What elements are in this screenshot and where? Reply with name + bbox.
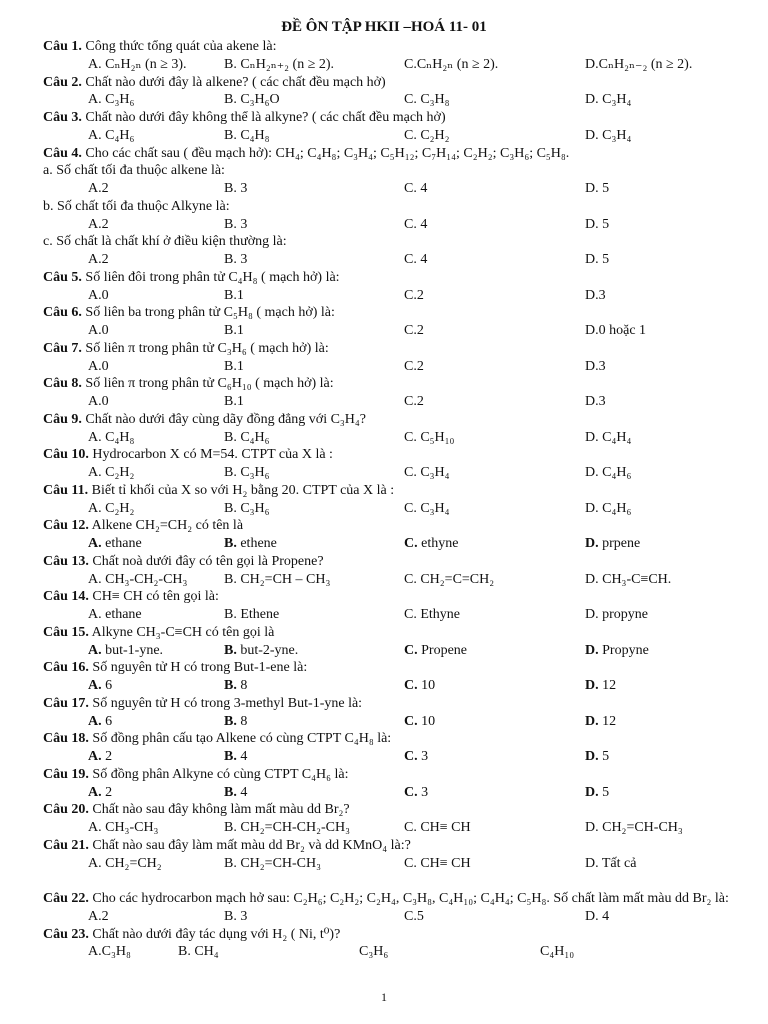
- question-text: Số đồng phân cấu tạo Alkene có cùng CTPT C₄H₈ là:: [88, 731, 392, 746]
- answer-option-d: D. Tất cả: [585, 856, 637, 871]
- question-text: Chất noà dưới đây có tên gọi là Propene?: [88, 554, 324, 569]
- answer-option-d: D. 5: [585, 217, 610, 232]
- question-text: Chất nào sau đây làm mất màu dd Br₂ và dd KMnO₄ là:?: [88, 838, 411, 853]
- question: [43, 926, 738, 943]
- answer-option-a: A. CH₃-CH₂-CH₃: [88, 572, 188, 587]
- question: [43, 38, 738, 55]
- question-number: Câu 23.: [43, 927, 89, 942]
- answer-option-a: A.2: [88, 252, 109, 267]
- answer-option-a: A.0: [88, 288, 109, 303]
- answer-option-a: A. 2: [88, 749, 113, 764]
- answer-option-d: D. C₄H₄: [585, 430, 632, 445]
- question: [43, 304, 738, 321]
- question: [43, 74, 738, 91]
- question-number: Câu 19.: [43, 767, 89, 782]
- question-number: Câu 2.: [43, 75, 82, 90]
- answer-option-b: B. 4: [224, 785, 248, 800]
- question: [43, 411, 738, 428]
- question-text: Chất nào sau đây không làm mất màu dd Br₂?: [88, 802, 350, 817]
- question-number: Câu 3.: [43, 110, 82, 125]
- answer-option-d: D. C₃H₄: [585, 92, 632, 107]
- question-number: Câu 17.: [43, 696, 89, 711]
- question-text: Số liên π trong phân tử C₃H₆ ( mạch hở) là:: [81, 341, 329, 356]
- answer-option-b: B. CH₂=CH-CH₃: [224, 856, 322, 871]
- question: [43, 695, 738, 712]
- answer-option-a: A.0: [88, 394, 109, 409]
- question-number: Câu 1.: [43, 39, 82, 54]
- question-number: Câu 6.: [43, 305, 82, 320]
- answer-option-d: D. C₄H₆: [585, 501, 632, 516]
- answer-option-b: B. 8: [224, 678, 248, 693]
- question-text: Cho các chất sau ( đều mạch hở): CH₄; C₄H₈; C₃H₄; C₅H₁₂; C₇H₁₄; C₂H₂; C₃H₆; C₅H₈.: [81, 146, 570, 161]
- question-text: Chất nào dưới đây là alkene? ( các chất đều mạch hở): [81, 75, 386, 90]
- question: [43, 659, 738, 676]
- answer-option-c: C. 4: [404, 252, 428, 267]
- answer-option-a: A.0: [88, 323, 109, 338]
- sub-question: [43, 162, 738, 179]
- answer-option-c: C. C₂H₂: [404, 128, 450, 143]
- answer-option-c: C. C₃H₈: [404, 92, 450, 107]
- answer-option-b: B. 3: [224, 217, 248, 232]
- answer-option-b: B. ethene: [224, 536, 277, 551]
- answer-option-c: C. 10: [404, 714, 436, 729]
- answer-option-c: C. ethyne: [404, 536, 459, 551]
- answer-option-b: B.1: [224, 359, 244, 374]
- answer-option-c: C₃H₆: [359, 944, 389, 959]
- question-text: Alkene CH₂=CH₂ có tên là: [88, 518, 244, 533]
- question: [43, 766, 738, 783]
- page-number: 1: [381, 990, 387, 1004]
- question-text: CH≡ CH có tên gọi là:: [88, 589, 219, 604]
- answer-option-b: B. CₙH₂ₙ₊₂ (n ≥ 2).: [224, 57, 335, 72]
- answer-option-d: D.CₙH₂ₙ₋₂ (n ≥ 2).: [585, 57, 693, 72]
- answer-option-d: D. 5: [585, 252, 610, 267]
- question: [43, 517, 738, 534]
- question: [43, 340, 738, 357]
- answer-option-d: D.3: [585, 359, 606, 374]
- answer-option-b: B.1: [224, 394, 244, 409]
- question-number: Câu 22.: [43, 891, 89, 906]
- question-text: Số liên ba trong phân tử C₅H₈ ( mạch hở) là:: [81, 305, 335, 320]
- question-text: Chất nào dưới đây không thể là alkyne? ( các chất đều mạch hở): [81, 110, 446, 125]
- question-number: Câu 15.: [43, 625, 89, 640]
- question-number: Câu 12.: [43, 518, 89, 533]
- question-number: Câu 9.: [43, 412, 82, 427]
- answer-option-b: B. C₃H₆: [224, 501, 270, 516]
- question-text: b. Số chất tối đa thuộc Alkyne là:: [43, 199, 230, 214]
- question-number: Câu 11.: [43, 483, 89, 498]
- question-text: Hydrocarbon X có M=54. CTPT của X là :: [88, 447, 333, 462]
- question: [43, 109, 738, 126]
- answer-option-a: A. 6: [88, 714, 113, 729]
- answer-option-a: A. CₙH₂ₙ (n ≥ 3).: [88, 57, 187, 72]
- question-number: Câu 8.: [43, 376, 82, 391]
- answer-option-c: C. C₅H₁₀: [404, 430, 455, 445]
- answer-option-b: B. C₃H₆: [224, 465, 270, 480]
- answer-option-b: B. Ethene: [224, 607, 280, 622]
- answer-option-b: B. C₄H₈: [224, 128, 270, 143]
- question-text: Số liên đôi trong phân tử C₄H₈ ( mạch hở) là:: [81, 270, 340, 285]
- answer-option-c: C. CH≡ CH: [404, 856, 471, 871]
- answer-option-d: D. prpene: [585, 536, 641, 551]
- question-text: Cho các hydrocarbon mạch hở sau: C₂H₆; C₂H₂; C₂H₄, C₃H₈, C₄H₁₀; C₄H₄; C₅H₈. Số chất làm mất màu dd Br₂ là:: [88, 891, 729, 906]
- sub-question: [43, 198, 738, 215]
- question: [43, 482, 738, 499]
- answer-option-c: C.2: [404, 323, 424, 338]
- question-number: Câu 14.: [43, 589, 89, 604]
- answer-option-a: A. C₂H₂: [88, 501, 135, 516]
- answer-option-d: D. Propyne: [585, 643, 649, 658]
- question: [43, 730, 738, 747]
- question-text: c. Số chất là chất khí ở điều kiện thường là:: [43, 234, 287, 249]
- question: [43, 375, 738, 392]
- question-number: Câu 13.: [43, 554, 89, 569]
- answer-option-d: D. 5: [585, 785, 610, 800]
- answer-option-c: C. 10: [404, 678, 436, 693]
- answer-option-b: B. but-2-yne.: [224, 643, 299, 658]
- question: [43, 145, 738, 162]
- answer-option-d: D. 12: [585, 714, 617, 729]
- answer-option-a: A. 6: [88, 678, 113, 693]
- answer-option-b: B. C₄H₆: [224, 430, 270, 445]
- answer-option-c: C. Ethyne: [404, 607, 460, 622]
- answer-option-d: D. C₃H₄: [585, 128, 632, 143]
- answer-option-b: B. CH₂=CH-CH₂-CH₃: [224, 820, 350, 835]
- question-text: Số đồng phân Alkyne có cùng CTPT C₄H₆ là:: [88, 767, 349, 782]
- question-text: Số liên π trong phân tử C₆H₁₀ ( mạch hở) là:: [81, 376, 334, 391]
- answer-option-b: B. 3: [224, 181, 248, 196]
- question-number: Câu 10.: [43, 447, 89, 462]
- question-number: Câu 20.: [43, 802, 89, 817]
- answer-option-c: C.2: [404, 394, 424, 409]
- answer-option-a: A. C₂H₂: [88, 465, 135, 480]
- question-text: a. Số chất tối đa thuộc alkene là:: [43, 163, 225, 178]
- question: [43, 837, 738, 854]
- answer-option-a: A. C₄H₆: [88, 128, 135, 143]
- answer-option-d: D. propyne: [585, 607, 648, 622]
- answer-option-d: D.3: [585, 394, 606, 409]
- question: [43, 553, 738, 570]
- question-text: Chất nào dưới đây cùng dãy đồng đẳng với C₃H₄?: [81, 412, 367, 427]
- answer-option-d: D. 5: [585, 181, 610, 196]
- question-number: Câu 5.: [43, 270, 82, 285]
- answer-option-a: A. CH₃-CH₃: [88, 820, 159, 835]
- answer-option-c: C.2: [404, 359, 424, 374]
- answer-option-b: B. 8: [224, 714, 248, 729]
- answer-option-a: A. ethane: [88, 607, 142, 622]
- answer-option-c: C. C₃H₄: [404, 501, 450, 516]
- sub-question: [43, 233, 738, 250]
- answer-option-a: A. but-1-yne.: [88, 643, 164, 658]
- answer-option-c: C. 3: [404, 785, 429, 800]
- answer-option-c: C. Propene: [404, 643, 468, 658]
- answer-option-a: A.2: [88, 217, 109, 232]
- answer-option-b: B.1: [224, 323, 244, 338]
- answer-option-d: D. CH₃-C≡CH.: [585, 572, 672, 587]
- answer-option-b: B. 3: [224, 909, 248, 924]
- answer-option-c: C. CH₂=C=CH₂: [404, 572, 495, 587]
- answer-option-d: D. 5: [585, 749, 610, 764]
- answer-option-a: A. CH₂=CH₂: [88, 856, 162, 871]
- question-text: Chất nào dưới đây tác dụng với H₂ ( Ni, t⁰)?: [88, 927, 341, 942]
- answer-option-c: C. 4: [404, 181, 428, 196]
- answer-option-c: C.2: [404, 288, 424, 303]
- question: [43, 624, 738, 641]
- answer-option-a: A.0: [88, 359, 109, 374]
- question-number: Câu 18.: [43, 731, 89, 746]
- answer-option-a: A. ethane: [88, 536, 142, 551]
- answer-option-c: C. 4: [404, 217, 428, 232]
- question-number: Câu 21.: [43, 838, 89, 853]
- page-title: ĐỀ ÔN TẬP HKII –HOÁ 11- 01: [281, 19, 487, 35]
- answer-option-c: C.CₙH₂ₙ (n ≥ 2).: [404, 57, 499, 72]
- question-text: Biết tỉ khối của X so với H₂ bằng 20. CTPT của X là :: [88, 483, 395, 498]
- answer-option-c: C.5: [404, 909, 424, 924]
- question-number: Câu 16.: [43, 660, 89, 675]
- answer-option-d: D. C₄H₆: [585, 465, 632, 480]
- answer-option-b: B. CH₄: [178, 944, 219, 959]
- answer-option-b: B. CH₂=CH – CH₃: [224, 572, 331, 587]
- answer-option-b: B. 3: [224, 252, 248, 267]
- answer-option-a: A. C₃H₆: [88, 92, 135, 107]
- question-number: Câu 7.: [43, 341, 82, 356]
- question: [43, 269, 738, 286]
- answer-option-b: B. 4: [224, 749, 248, 764]
- question-text: Số nguyên tử H có trong But-1-ene là:: [88, 660, 308, 675]
- answer-option-c: C. C₃H₄: [404, 465, 450, 480]
- answer-option-c: C. CH≡ CH: [404, 820, 471, 835]
- question: [43, 801, 738, 818]
- answer-option-d: D.3: [585, 288, 606, 303]
- question-text: Số nguyên tử H có trong 3-methyl But-1-yne là:: [88, 696, 363, 711]
- answer-option-a: A.2: [88, 181, 109, 196]
- answer-option-b: B.1: [224, 288, 244, 303]
- question-text: Alkyne CH₃-C≡CH có tên gọi là: [88, 625, 275, 640]
- answer-option-a: A.2: [88, 909, 109, 924]
- question: [43, 588, 738, 605]
- answer-option-d: C₄H₁₀: [540, 944, 575, 959]
- question: [43, 446, 738, 463]
- answer-option-d: D. 12: [585, 678, 617, 693]
- answer-option-a: A. 2: [88, 785, 113, 800]
- answer-option-d: D. CH₂=CH-CH₃: [585, 820, 683, 835]
- answer-option-c: C. 3: [404, 749, 429, 764]
- answer-option-d: D.0 hoặc 1: [585, 323, 647, 338]
- answer-option-b: B. C₃H₆O: [224, 92, 280, 107]
- question-text: Công thức tổng quát của akene là:: [81, 39, 277, 54]
- question-number: Câu 4.: [43, 146, 82, 161]
- question: [43, 890, 738, 907]
- answer-option-a: A. C₄H₈: [88, 430, 135, 445]
- answer-option-d: D. 4: [585, 909, 610, 924]
- answer-option-a: A.C₃H₈: [88, 944, 131, 959]
